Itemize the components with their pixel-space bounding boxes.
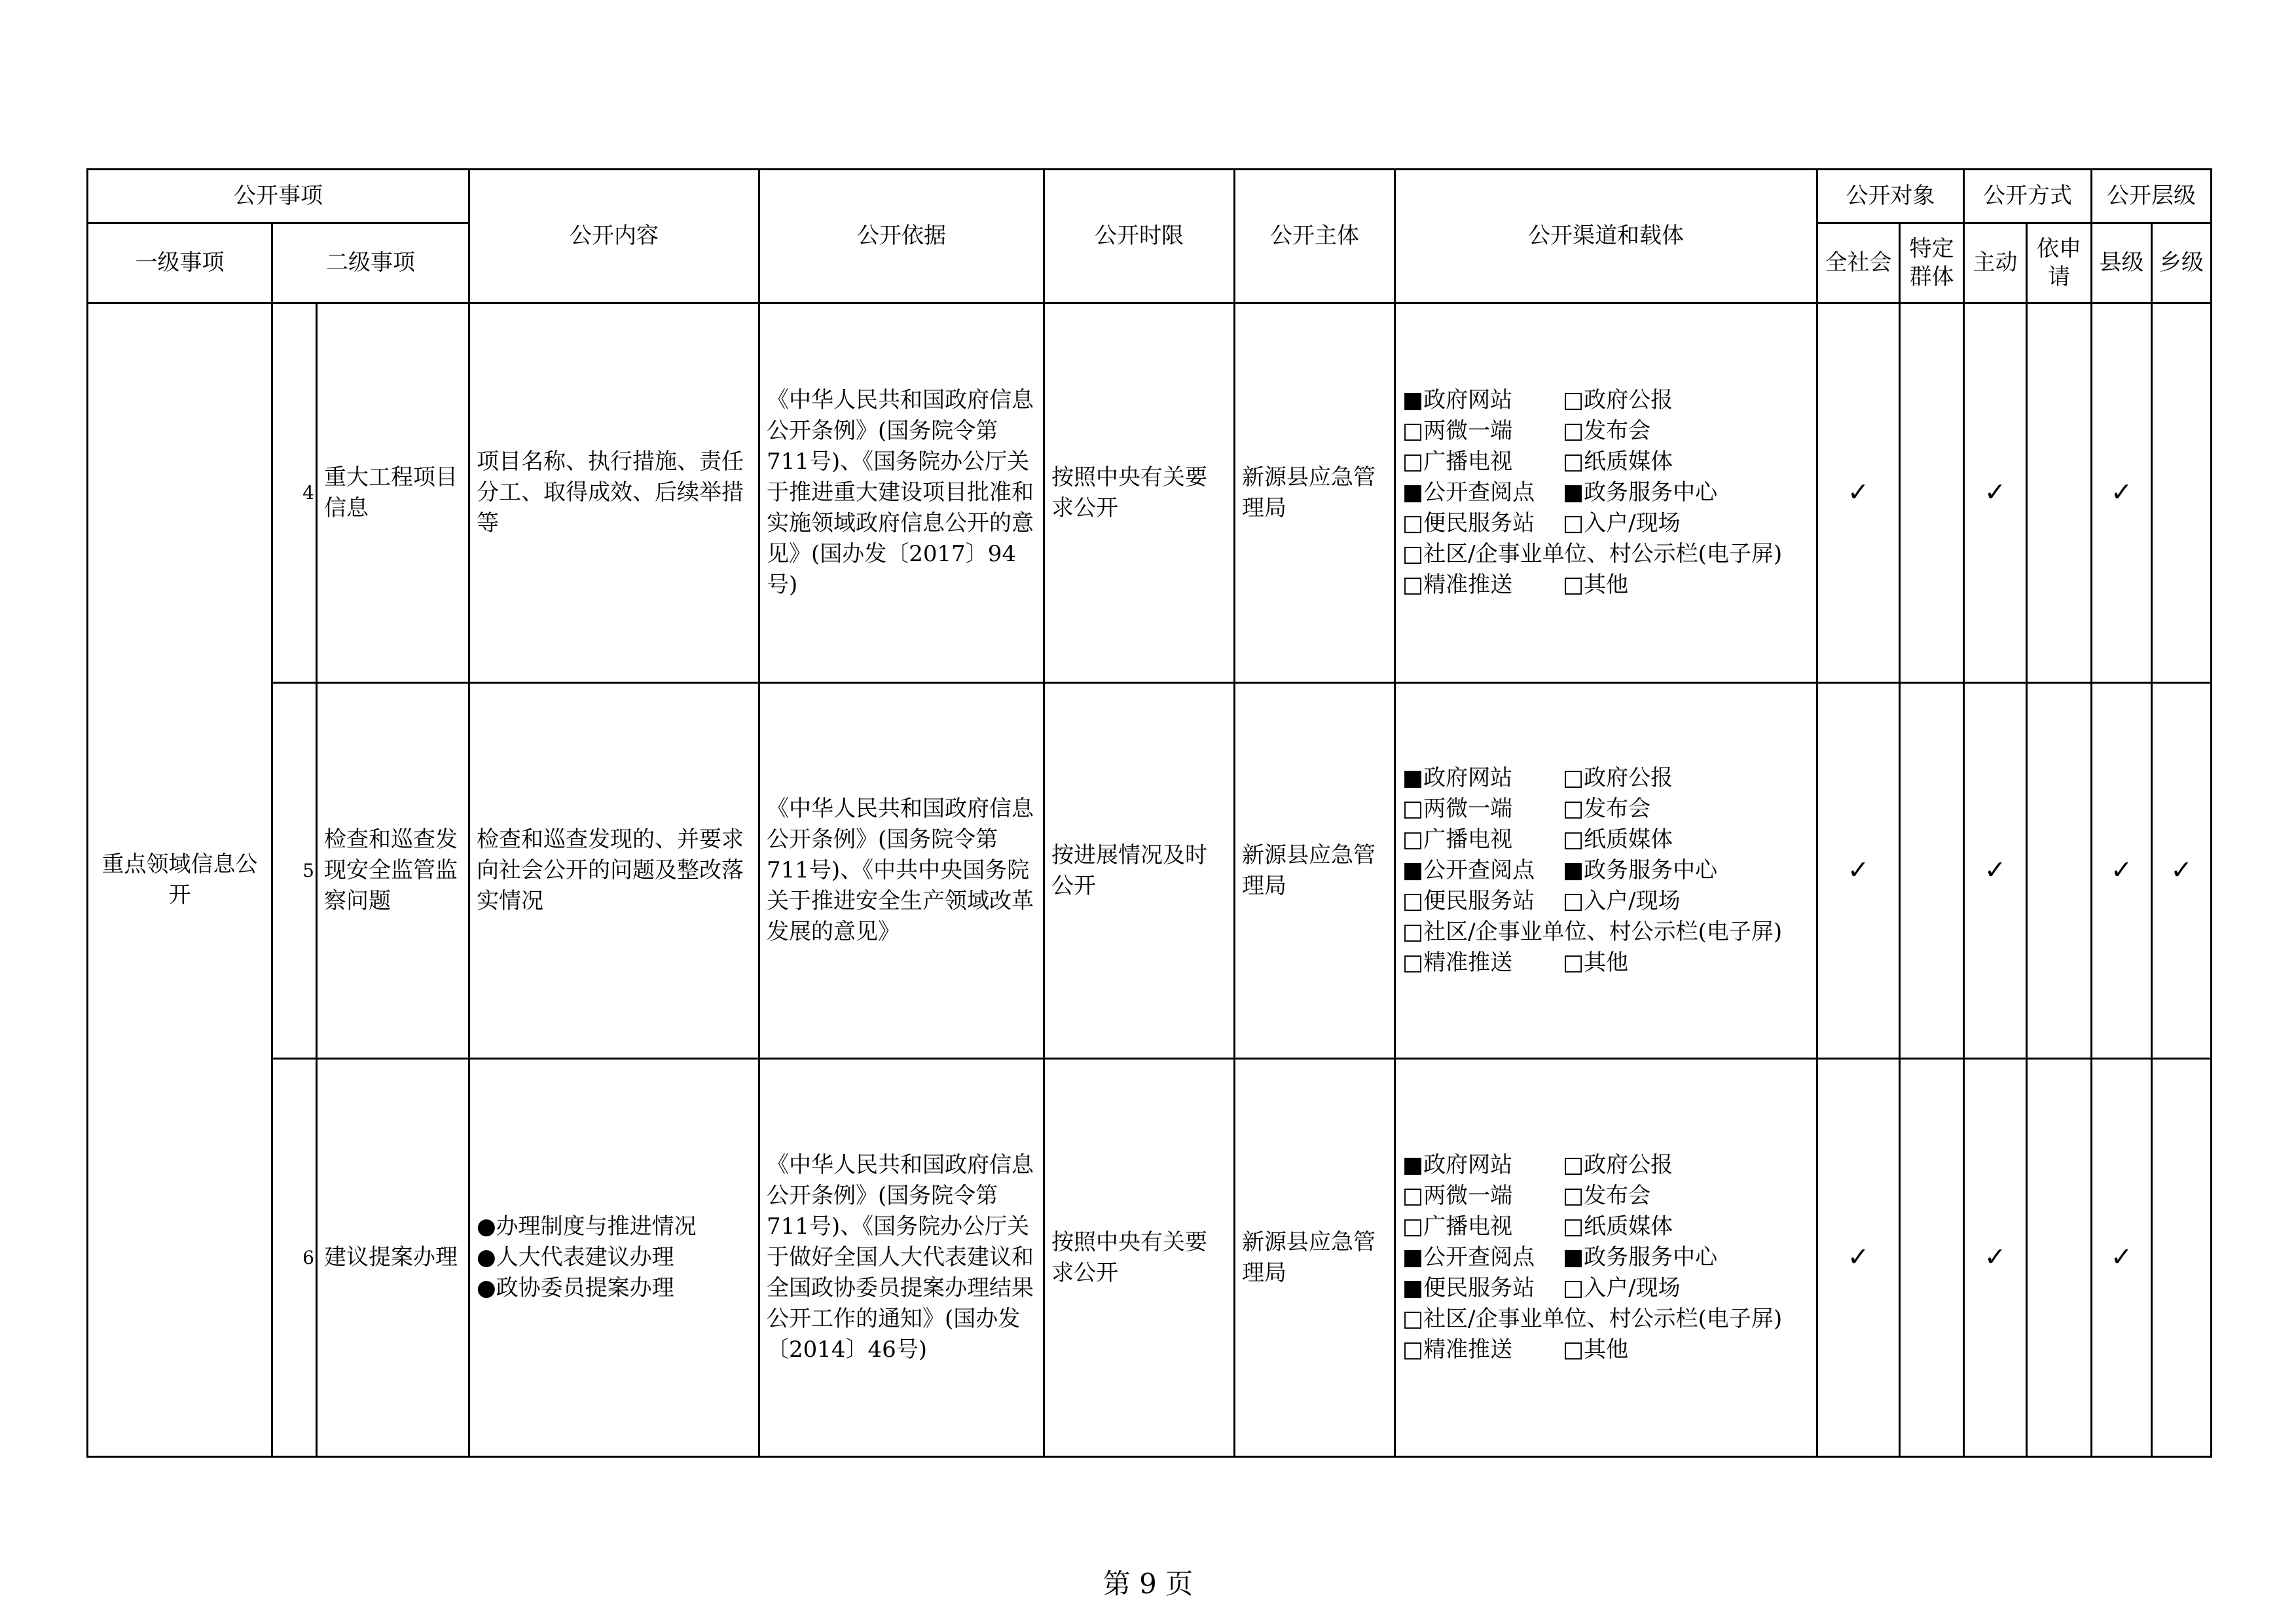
- level2-item: 建议提案办理: [317, 1059, 469, 1457]
- check-mark: ✓: [1817, 1059, 1900, 1457]
- channel-option: □便民服务站: [1402, 888, 1535, 914]
- empty-cell: [2027, 1059, 2092, 1457]
- table-row: [88, 683, 2212, 1059]
- channel-option: □纸质媒体: [1563, 826, 1673, 853]
- header-level2: 二级事项: [272, 223, 469, 303]
- channel-option: □社区/企事业单位、村公示栏(电子屏): [1402, 919, 1783, 945]
- channel-option: □便民服务站: [1402, 510, 1535, 536]
- channel-option: ■政府网站: [1402, 387, 1513, 413]
- check-mark: ✓: [1964, 683, 2027, 1059]
- channels-cell: [1395, 1059, 1817, 1457]
- channel-option: □其他: [1563, 950, 1629, 976]
- channel-option: □入户/现场: [1563, 1275, 1681, 1301]
- level2-item: 重大工程项目信息: [317, 303, 469, 683]
- page-number: 第 9 页: [1102, 1568, 1194, 1600]
- empty-cell: [1900, 303, 1964, 683]
- channel-option: □纸质媒体: [1563, 449, 1673, 475]
- channel-option: ■公开查阅点: [1402, 857, 1535, 883]
- channel-option: □广播电视: [1402, 449, 1513, 475]
- empty-cell: [1900, 683, 1964, 1059]
- content-cell: [469, 1059, 759, 1457]
- basis-cell: 《中华人民共和国政府信息公开条例》(国务院令第711号)、《中共中央国务院关于推进安全生产领域改革发展的意见》: [759, 683, 1044, 1059]
- header-level: 公开层级: [2092, 170, 2212, 223]
- subject-cell: 新源县应急管理局: [1235, 683, 1395, 1059]
- header-level-township: 乡级: [2152, 223, 2212, 303]
- channel-option: ■政务服务中心: [1563, 857, 1718, 883]
- time-limit-cell: 按进展情况及时公开: [1044, 683, 1235, 1059]
- check-mark: ✓: [2092, 303, 2152, 683]
- channels-cell: [1395, 683, 1817, 1059]
- channel-option: □政府公报: [1563, 1152, 1673, 1178]
- content-bullet: ●政协委员提案办理: [477, 1275, 674, 1301]
- check-mark: ✓: [1964, 303, 2027, 683]
- header-basis: 公开依据: [759, 170, 1044, 303]
- check-mark: ✓: [2152, 683, 2212, 1059]
- channel-option: □发布会: [1563, 796, 1651, 822]
- check-mark: ✓: [1964, 1059, 2027, 1457]
- channel-option: □发布会: [1563, 418, 1651, 444]
- empty-cell: [2027, 683, 2092, 1059]
- channel-option: □两微一端: [1402, 1183, 1513, 1209]
- level1-item: 重点领域信息公开: [88, 303, 272, 1457]
- check-mark: ✓: [2092, 683, 2152, 1059]
- channels-cell: [1395, 303, 1817, 683]
- disclosure-table: [86, 168, 2212, 1458]
- header-subject: 公开主体: [1235, 170, 1395, 303]
- channel-option: ■公开查阅点: [1402, 479, 1535, 506]
- basis-cell: 《中华人民共和国政府信息公开条例》(国务院令第711号)、《国务院办公厅关于做好全国人大代表建议和全国政协委员提案办理结果公开工作的通知》(国办发〔2014〕46号): [759, 1059, 1044, 1457]
- header-content: 公开内容: [469, 170, 759, 303]
- check-mark: ✓: [1817, 303, 1900, 683]
- channel-option: □发布会: [1563, 1183, 1651, 1209]
- table-row: [88, 303, 2212, 683]
- channel-option: □其他: [1563, 1337, 1629, 1363]
- level2-item: 检查和巡查发现安全监管监察问题: [317, 683, 469, 1059]
- row-number: 5: [272, 683, 317, 1059]
- row-number: 6: [272, 1059, 317, 1457]
- header-time-limit: 公开时限: [1044, 170, 1235, 303]
- channel-option: □社区/企事业单位、村公示栏(电子屏): [1402, 541, 1783, 567]
- empty-cell: [2152, 303, 2212, 683]
- row-number: 4: [272, 303, 317, 683]
- header-object: 公开对象: [1817, 170, 1964, 223]
- channel-option: □广播电视: [1402, 826, 1513, 853]
- time-limit-cell: 按照中央有关要求公开: [1044, 1059, 1235, 1457]
- time-limit-cell: 按照中央有关要求公开: [1044, 303, 1235, 683]
- subject-cell: 新源县应急管理局: [1235, 303, 1395, 683]
- channel-option: ■政府网站: [1402, 1152, 1513, 1178]
- empty-cell: [1900, 1059, 1964, 1457]
- content-bullet: ●办理制度与推进情况: [477, 1213, 697, 1240]
- channel-option: □入户/现场: [1563, 888, 1681, 914]
- channel-option: □两微一端: [1402, 418, 1513, 444]
- basis-cell: 《中华人民共和国政府信息公开条例》(国务院令第711号)、《国务院办公厅关于推进重大建设项目批准和实施领域政府信息公开的意见》(国办发〔2017〕94号): [759, 303, 1044, 683]
- content-bullet: ●人大代表建议办理: [477, 1244, 674, 1270]
- header-method: 公开方式: [1964, 170, 2092, 223]
- header-method-active: 主动: [1964, 223, 2027, 303]
- channel-option: ■政府网站: [1402, 765, 1513, 791]
- header-disclosure-items: 公开事项: [88, 170, 469, 223]
- channel-option: □两微一端: [1402, 796, 1513, 822]
- header-object-specific: 特定群体: [1900, 223, 1964, 303]
- empty-cell: [2152, 1059, 2212, 1457]
- content-cell: 检查和巡查发现的、并要求向社会公开的问题及整改落实情况: [469, 683, 759, 1059]
- channel-option: □纸质媒体: [1563, 1213, 1673, 1240]
- channel-option: □精准推送: [1402, 950, 1513, 976]
- channel-option: □入户/现场: [1563, 510, 1681, 536]
- header-method-request: 依申请: [2027, 223, 2092, 303]
- channel-option: ■便民服务站: [1402, 1275, 1535, 1301]
- subject-cell: 新源县应急管理局: [1235, 1059, 1395, 1457]
- channel-option: □精准推送: [1402, 1337, 1513, 1363]
- content-cell: 项目名称、执行措施、责任分工、取得成效、后续举措等: [469, 303, 759, 683]
- channel-option: □精准推送: [1402, 572, 1513, 598]
- header-level-county: 县级: [2092, 223, 2152, 303]
- channel-option: □广播电视: [1402, 1213, 1513, 1240]
- channel-option: □政府公报: [1563, 765, 1673, 791]
- empty-cell: [2027, 303, 2092, 683]
- channel-option: □其他: [1563, 572, 1629, 598]
- header-channels: 公开渠道和载体: [1395, 170, 1817, 303]
- channel-option: ■政务服务中心: [1563, 1244, 1718, 1270]
- channel-option: ■公开查阅点: [1402, 1244, 1535, 1270]
- channel-option: □社区/企事业单位、村公示栏(电子屏): [1402, 1306, 1783, 1332]
- header-level1: 一级事项: [88, 223, 272, 303]
- channel-option: □政府公报: [1563, 387, 1673, 413]
- channel-option: ■政务服务中心: [1563, 479, 1718, 506]
- check-mark: ✓: [1817, 683, 1900, 1059]
- header-object-all: 全社会: [1817, 223, 1900, 303]
- table-row: [88, 1059, 2212, 1457]
- check-mark: ✓: [2092, 1059, 2152, 1457]
